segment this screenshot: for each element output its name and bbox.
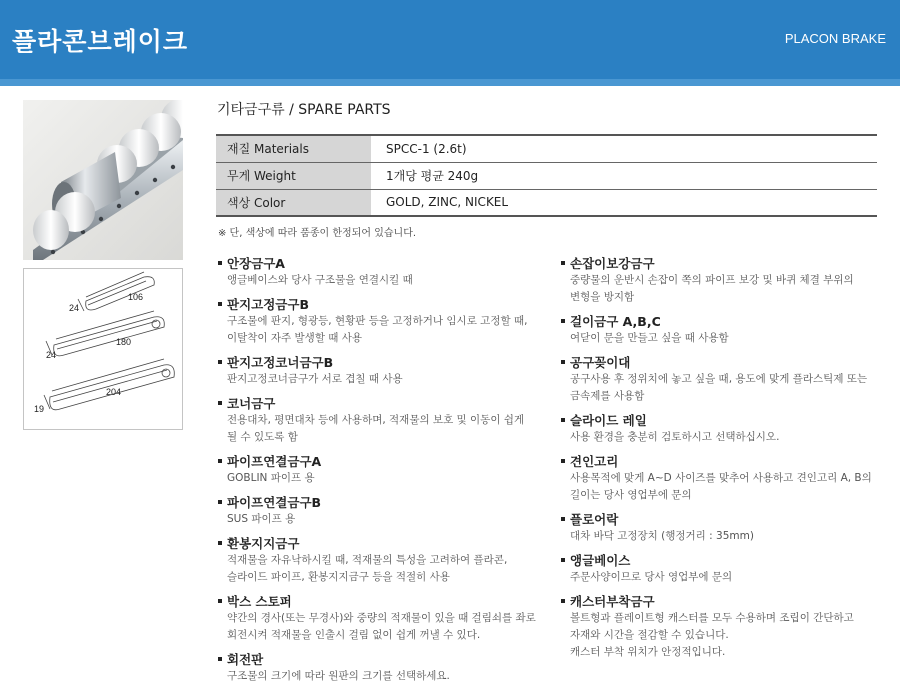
bullet-icon xyxy=(561,517,565,521)
item-desc: 중량물의 운반시 손잡이 쪽의 파이프 보강 및 바퀴 체결 부위의 변형을 방지함 xyxy=(570,274,854,303)
item-title: 캐스터부착금구 xyxy=(570,594,655,609)
spec-row-material xyxy=(216,135,877,162)
bullet-icon xyxy=(561,360,565,364)
spec-label: 재질 Materials xyxy=(216,135,371,162)
dim-label-180: 180 xyxy=(116,337,132,347)
item-title: 판지고정코너금구B xyxy=(227,355,334,370)
item-desc: 볼트형과 플레이트형 캐스터를 모두 수용하며 조립이 간단하고 자재와 시간을 절감할 수 있습니다. 캐스터 부착 위치가 안정적입니다. xyxy=(570,612,854,658)
list-item xyxy=(561,313,891,347)
item-title: 공구꽂이대 xyxy=(570,355,631,370)
list-item xyxy=(218,395,548,446)
bullet-icon xyxy=(218,302,222,306)
dimension-drawing xyxy=(23,268,183,430)
item-title: 박스 스토퍼 xyxy=(227,594,292,609)
spec-label: 무게 Weight xyxy=(216,162,371,189)
item-desc: 구조물의 크기에 따라 원판의 크기를 선택하세요. xyxy=(227,670,450,682)
spec-value: SPCC-1 (2.6t) xyxy=(371,135,877,162)
dim-label-24-b: 24 xyxy=(46,350,57,360)
list-item xyxy=(218,651,548,685)
list-item xyxy=(561,354,891,405)
bullet-icon xyxy=(561,599,565,603)
bullet-icon xyxy=(218,541,222,545)
page-title: 플라콘브레이크 xyxy=(12,27,189,56)
dim-label-24-a: 24 xyxy=(69,303,80,313)
item-desc: SUS 파이프 용 xyxy=(227,513,296,525)
header-bar xyxy=(0,0,900,79)
dim-label-19: 19 xyxy=(34,404,45,414)
item-title: 플로어락 xyxy=(570,512,619,527)
list-item xyxy=(218,354,548,388)
bullet-icon xyxy=(218,657,222,661)
parts-list-right xyxy=(561,255,891,668)
item-title: 판지고정금구B xyxy=(227,297,309,312)
spec-table xyxy=(216,134,877,217)
spec-value: 1개당 평균 240g xyxy=(371,162,877,189)
bullet-icon xyxy=(561,558,565,562)
item-title: 환봉지지금구 xyxy=(227,536,300,551)
list-item xyxy=(561,593,891,661)
item-desc: 주문사양이므로 당사 영업부에 문의 xyxy=(570,571,733,583)
bullet-icon xyxy=(561,319,565,323)
item-title: 안장금구A xyxy=(227,256,285,271)
item-title: 파이프연결금구A xyxy=(227,454,322,469)
spec-label: 색상 Color xyxy=(216,189,371,216)
spec-row-weight xyxy=(216,162,877,189)
item-title: 회전판 xyxy=(227,652,264,667)
list-item xyxy=(218,593,548,644)
list-item xyxy=(218,453,548,487)
item-desc: 사용 환경을 충분히 검토하시고 선택하십시오. xyxy=(570,431,780,443)
spec-value: GOLD, ZINC, NICKEL xyxy=(371,189,877,216)
item-desc: 구조물에 판지, 형광등, 현황판 등을 고정하거나 임시로 고정할 때, 이탈착이 자주 발생할 때 사용 xyxy=(227,315,528,344)
header-divider xyxy=(0,79,900,86)
bullet-icon xyxy=(561,459,565,463)
list-item xyxy=(561,255,891,306)
spec-row-color xyxy=(216,189,877,216)
item-title: 걸이금구 A,B,C xyxy=(570,314,661,329)
bullet-icon xyxy=(561,261,565,265)
item-desc: GOBLIN 파이프 용 xyxy=(227,472,315,484)
dim-label-204: 204 xyxy=(106,387,122,397)
parts-list-left xyxy=(218,255,548,692)
item-desc: 앵글베이스와 당사 구조물을 연결시킬 때 xyxy=(227,274,413,286)
item-title: 앵글베이스 xyxy=(570,553,631,568)
item-desc: 전용대차, 평면대차 등에 사용하며, 적재물의 보호 및 이동이 쉽게 될 수 있도록 함 xyxy=(227,414,525,443)
bullet-icon xyxy=(218,261,222,265)
item-desc: 사용목적에 맞게 A~D 사이즈를 맞추어 사용하고 견인고리 A, B의 길이는 당사 영업부에 문의 xyxy=(570,472,872,501)
item-desc: 적재물을 자유낙하시킬 때, 적재물의 특성을 고려하여 플라콘, 슬라이드 파이프, 환봉지지금구 등을 적절히 사용 xyxy=(227,554,508,583)
item-desc: 여닫이 문을 만들고 싶을 때 사용함 xyxy=(570,332,729,344)
item-title: 코너금구 xyxy=(227,396,276,411)
item-title: 파이프연결금구B xyxy=(227,495,322,510)
item-title: 슬라이드 레일 xyxy=(570,413,647,428)
item-desc: 약간의 경사(또는 무경사)와 중량의 적재물이 있을 때 걸림쇠를 좌로 회전시켜 적재물을 인출시 걸림 없이 쉽게 꺼낼 수 있다. xyxy=(227,612,536,641)
bullet-icon xyxy=(218,500,222,504)
product-photo xyxy=(23,100,183,260)
item-title: 손잡이보강금구 xyxy=(570,256,655,271)
list-item xyxy=(561,552,891,586)
list-item xyxy=(218,535,548,586)
bullet-icon xyxy=(561,418,565,422)
list-item xyxy=(218,296,548,347)
bullet-icon xyxy=(218,360,222,364)
item-desc: 공구사용 후 정위치에 놓고 싶을 때, 용도에 맞게 플라스틱제 또는 금속제를 사용함 xyxy=(570,373,868,402)
section-title: 기타금구류 / SPARE PARTS xyxy=(217,102,391,118)
item-desc: 대차 바닥 고정장치 (행정거리 : 35mm) xyxy=(570,530,754,542)
bullet-icon xyxy=(218,401,222,405)
bullet-icon xyxy=(218,459,222,463)
page-subtitle: PLACON BRAKE xyxy=(784,31,886,46)
color-note: ※ 단, 색상에 따라 품종이 한정되어 있습니다. xyxy=(218,228,417,239)
list-item xyxy=(561,511,891,545)
list-item xyxy=(218,255,548,289)
list-item xyxy=(218,494,548,528)
bullet-icon xyxy=(218,599,222,603)
item-title: 견인고리 xyxy=(570,454,619,469)
list-item xyxy=(561,453,891,504)
item-desc: 판지고정코너금구가 서로 겹칠 때 사용 xyxy=(227,373,403,385)
dim-label-106: 106 xyxy=(128,292,144,302)
list-item xyxy=(561,412,891,446)
